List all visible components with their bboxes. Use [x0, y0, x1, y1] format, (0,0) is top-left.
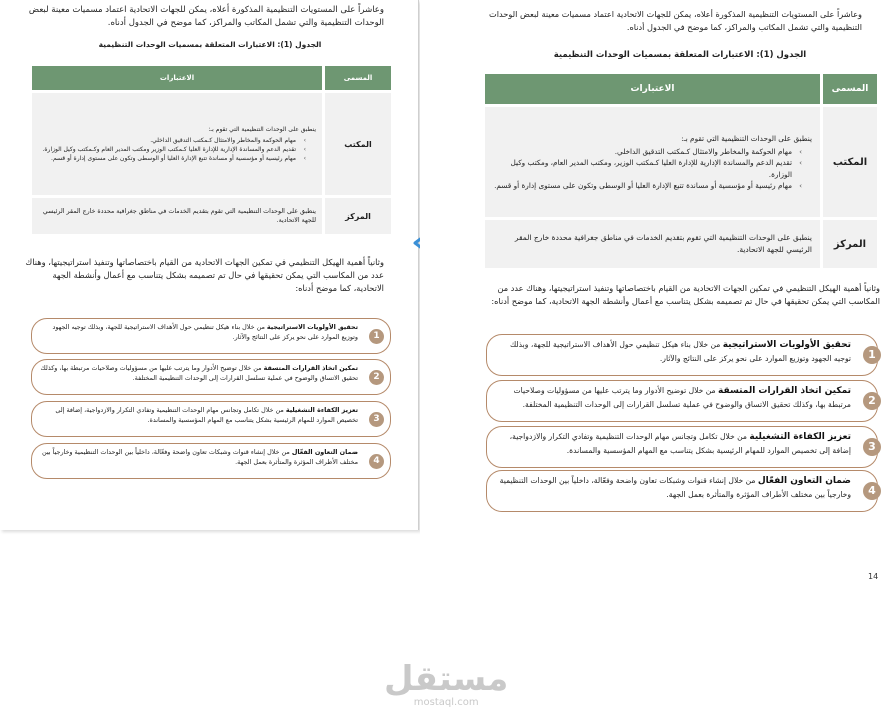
header-considerations: الاعتبارات: [32, 66, 322, 90]
table-caption: الجدول (1): الاعتبارات المتعلقة بمسميات الوحدات التنظيمية: [98, 40, 322, 49]
table-row: [32, 198, 391, 234]
watermark-domain: mostaql.com: [413, 697, 479, 708]
row-considerations: ينطبق على الوحدات التنظيمية التي تقوم بتقديم الخدمات في مناطق جغرافية محددة خارج المقر الرئيسي للجهة الاتحادية.: [32, 198, 322, 234]
list-item: › مهام الحوكمة والمخاطر والامتثال كـمكتب التدقيق الداخلي.: [38, 136, 306, 145]
benefit-title: ضمان التعاون الفعّال: [757, 476, 851, 486]
benefit-text: [40, 364, 358, 383]
table-row: [485, 220, 877, 268]
number-badge: 4: [863, 482, 881, 500]
row-considerations: [32, 93, 322, 195]
left-page-preview: [0, 0, 419, 530]
benefit-text: [40, 406, 358, 425]
number-badge: 3: [369, 412, 384, 427]
list-item: › مهام رئيسية أو مؤسسية أو مساندة تتبع الإدارة العليا أو الوسطى وتكون على مستوى إدارة أو قسم.: [493, 180, 802, 191]
number-badge: 2: [863, 392, 881, 410]
benefit-description: من خلال توضيح الأدوار وما يترتب عليها من مسؤوليات وصلاحيات مرتبطة بها، وكذلك تحقيق الاتساق والوضوح في عملية تسلسل القرارات إلى الوحدات التنظيمية المختلفة.: [40, 364, 358, 382]
benefit-description: من خلال بناء هيكل تنظيمي حول الأهداف الاستراتيجية للجهة، وبذلك توجيه الجهود وتوزيع الموارد على نحو يركز على النتائج والآثار.: [509, 340, 851, 363]
intro-paragraph: وعاشراً على المستويات التنظيمية المذكورة أعلاه، يمكن للجهات الاتحادية اعتماد مسميات معينة لبعض الوحدات التنظيمية والتي تشمل المكاتب والمراكز، كما موضح في الجدول أدناه.: [489, 9, 862, 32]
benefit-text: [495, 385, 851, 410]
benefit-description: من خلال تكامل وتجانس مهام الوحدات التنظيمية وتفادي التكرار والازدواجية، إضافة إلى تخصيص الموارد للمهام الرئيسية بشكل يتناسب مع المهام المؤسسية والمساندة.: [509, 432, 851, 455]
benefit-title: تحقيق الأولويات الاستراتيجية: [722, 340, 851, 350]
row-name: المركز: [823, 220, 877, 268]
benefit-title: تمكين اتخاذ القرارات المتسقة: [718, 386, 851, 396]
benefit-title: تعزيز الكفاءة التشغيلية: [285, 406, 358, 414]
table-caption: الجدول (1): الاعتبارات المتعلقة بمسميات الوحدات التنظيمية: [553, 50, 807, 60]
list-item: › مهام الحوكمة والمخاطر والامتثال كـمكتب التدقيق الداخلي.: [493, 146, 802, 157]
watermark-brand: مستقل: [384, 659, 509, 699]
benefit-description: من خلال توضيح الأدوار وما يترتب عليها من مسؤوليات وصلاحيات مرتبطة بها، وكذلك تحقيق الاتساق والوضوح في عملية تسلسل القرارات إلى الوحدات التنظيمية المختلفة.: [513, 386, 851, 409]
number-badge: 1: [369, 329, 384, 344]
list-item: › تقديم الدعم والمساندة الإدارية للإدارة العليا كـمكتب الوزير ومكتب المدير العام وكـمكتب وكيل الوزارة.: [38, 145, 306, 154]
row-considerations: ينطبق على الوحدات التنظيمية التي تقوم بتقديم الخدمات في مناطق جغرافية محددة خارج المقر الرئيسي للجهة الاتحادية.: [485, 220, 820, 268]
header-considerations: الاعتبارات: [485, 74, 820, 104]
number-badge: 3: [863, 438, 881, 456]
header-name: المسمى: [325, 66, 391, 90]
considerations-table: [29, 63, 394, 237]
benefit-title: تمكين اتخاذ القرارات المتسقة: [263, 364, 358, 372]
benefit-title: تعزيز الكفاءة التشغيلية: [749, 432, 851, 442]
benefit-card-1: [486, 334, 878, 376]
benefit-text: [495, 431, 851, 456]
benefit-text: [40, 448, 358, 467]
row-lead: ينطبق على الوحدات التنظيمية التي تقوم بـ:: [208, 126, 316, 133]
benefits-paragraph: وثانياً أهمية الهيكل التنظيمي في تمكين الجهات الاتحادية من القيام باختصاصاتها وتنفيذ استراتيجيتها، وهناك عدد من المكاسب التي يمكن تحقيقها في حال تم تصميمه بشكل يتناسب مع أعمال وأنشطة الجهة الاتحادية، كما موضح أدناه:: [25, 257, 384, 293]
table-row: [32, 93, 391, 195]
row-lead: ينطبق على الوحدات التنظيمية التي تقوم بـ:: [681, 133, 812, 143]
benefit-description: من خلال إنشاء قنوات وشبكات تعاون واضحة وفعّالة، داخلياً بين الوحدات التنظيمية وخارجياً بين مختلف الأطراف المؤثرة والمتأثرة بعمل الجهة.: [42, 448, 358, 466]
number-badge: 2: [369, 370, 384, 385]
benefit-card-3: [486, 426, 878, 468]
benefit-description: من خلال تكامل وتجانس مهام الوحدات التنظيمية وتفادي التكرار والازدواجية، إضافة إلى تخصيص الموارد للمهام الرئيسية بشكل يتناسب مع المهام المؤسسية والمساندة.: [55, 406, 358, 424]
benefit-description: من خلال إنشاء قنوات وشبكات تعاون واضحة وفعّالة، داخلياً بين الوحدات التنظيمية وخارجياً بين مختلف الأطراف المؤثرة والمتأثرة بعمل الجهة.: [499, 476, 851, 499]
page-number: 14: [868, 572, 879, 581]
considerations-table: [482, 71, 880, 271]
benefit-description: من خلال بناء هيكل تنظيمي حول الأهداف الاستراتيجية للجهة، وبذلك توجيه الجهود وتوزيع الموارد على نحو يركز على النتائج والآثار.: [52, 323, 358, 341]
list-item: › تقديم الدعم والمساندة الإدارية للإدارة العليا كـمكتب الوزير، ومكتب المدير العام، ومكتب وكيل الوزارة.: [493, 157, 802, 180]
benefit-card-1: [31, 318, 391, 354]
header-name: المسمى: [823, 74, 877, 104]
benefit-card-4: [486, 470, 878, 512]
list-item: › مهام رئيسية أو مؤسسية أو مساندة تتبع الإدارة العليا أو الوسطى وتكون على مستوى إدارة أو قسم.: [38, 154, 306, 163]
benefit-title: ضمان التعاون الفعّال: [291, 448, 358, 456]
intro-paragraph: وعاشراً على المستويات التنظيمية المذكورة أعلاه، يمكن للجهات الاتحادية اعتماد مسميات معينة لبعض الوحدات التنظيمية والتي تشمل المكاتب والمراكز، كما موضح في الجدول أدناه.: [28, 5, 384, 29]
benefit-text: [495, 339, 851, 364]
benefit-text: [495, 475, 851, 500]
benefits-paragraph: وثانياً أهمية الهيكل التنظيمي في تمكين الجهات الاتحادية من القيام باختصاصاتها وتنفيذ استراتيجيتها، وهناك عدد من المكاسب التي يمكن تحقيقها في حال تم تصميمه بشكل يتناسب مع أعمال وأنشطة الجهة الاتحادية، كما موضح أدناه:: [491, 283, 880, 306]
row-name: المكتب: [325, 93, 391, 195]
benefit-card-2: [31, 359, 391, 395]
benefit-text: [40, 323, 358, 342]
table-row: [485, 107, 877, 217]
row-name: المكتب: [823, 107, 877, 217]
right-page-preview: [420, 0, 885, 600]
row-considerations: [485, 107, 820, 217]
number-badge: 4: [369, 454, 384, 469]
number-badge: 1: [863, 346, 881, 364]
benefit-card-3: [31, 401, 391, 437]
benefit-title: تحقيق الأولويات الاستراتيجية: [266, 323, 358, 331]
benefit-card-2: [486, 380, 878, 422]
benefit-card-4: [31, 443, 391, 479]
watermark-logo: [384, 660, 508, 708]
row-name: المركز: [325, 198, 391, 234]
